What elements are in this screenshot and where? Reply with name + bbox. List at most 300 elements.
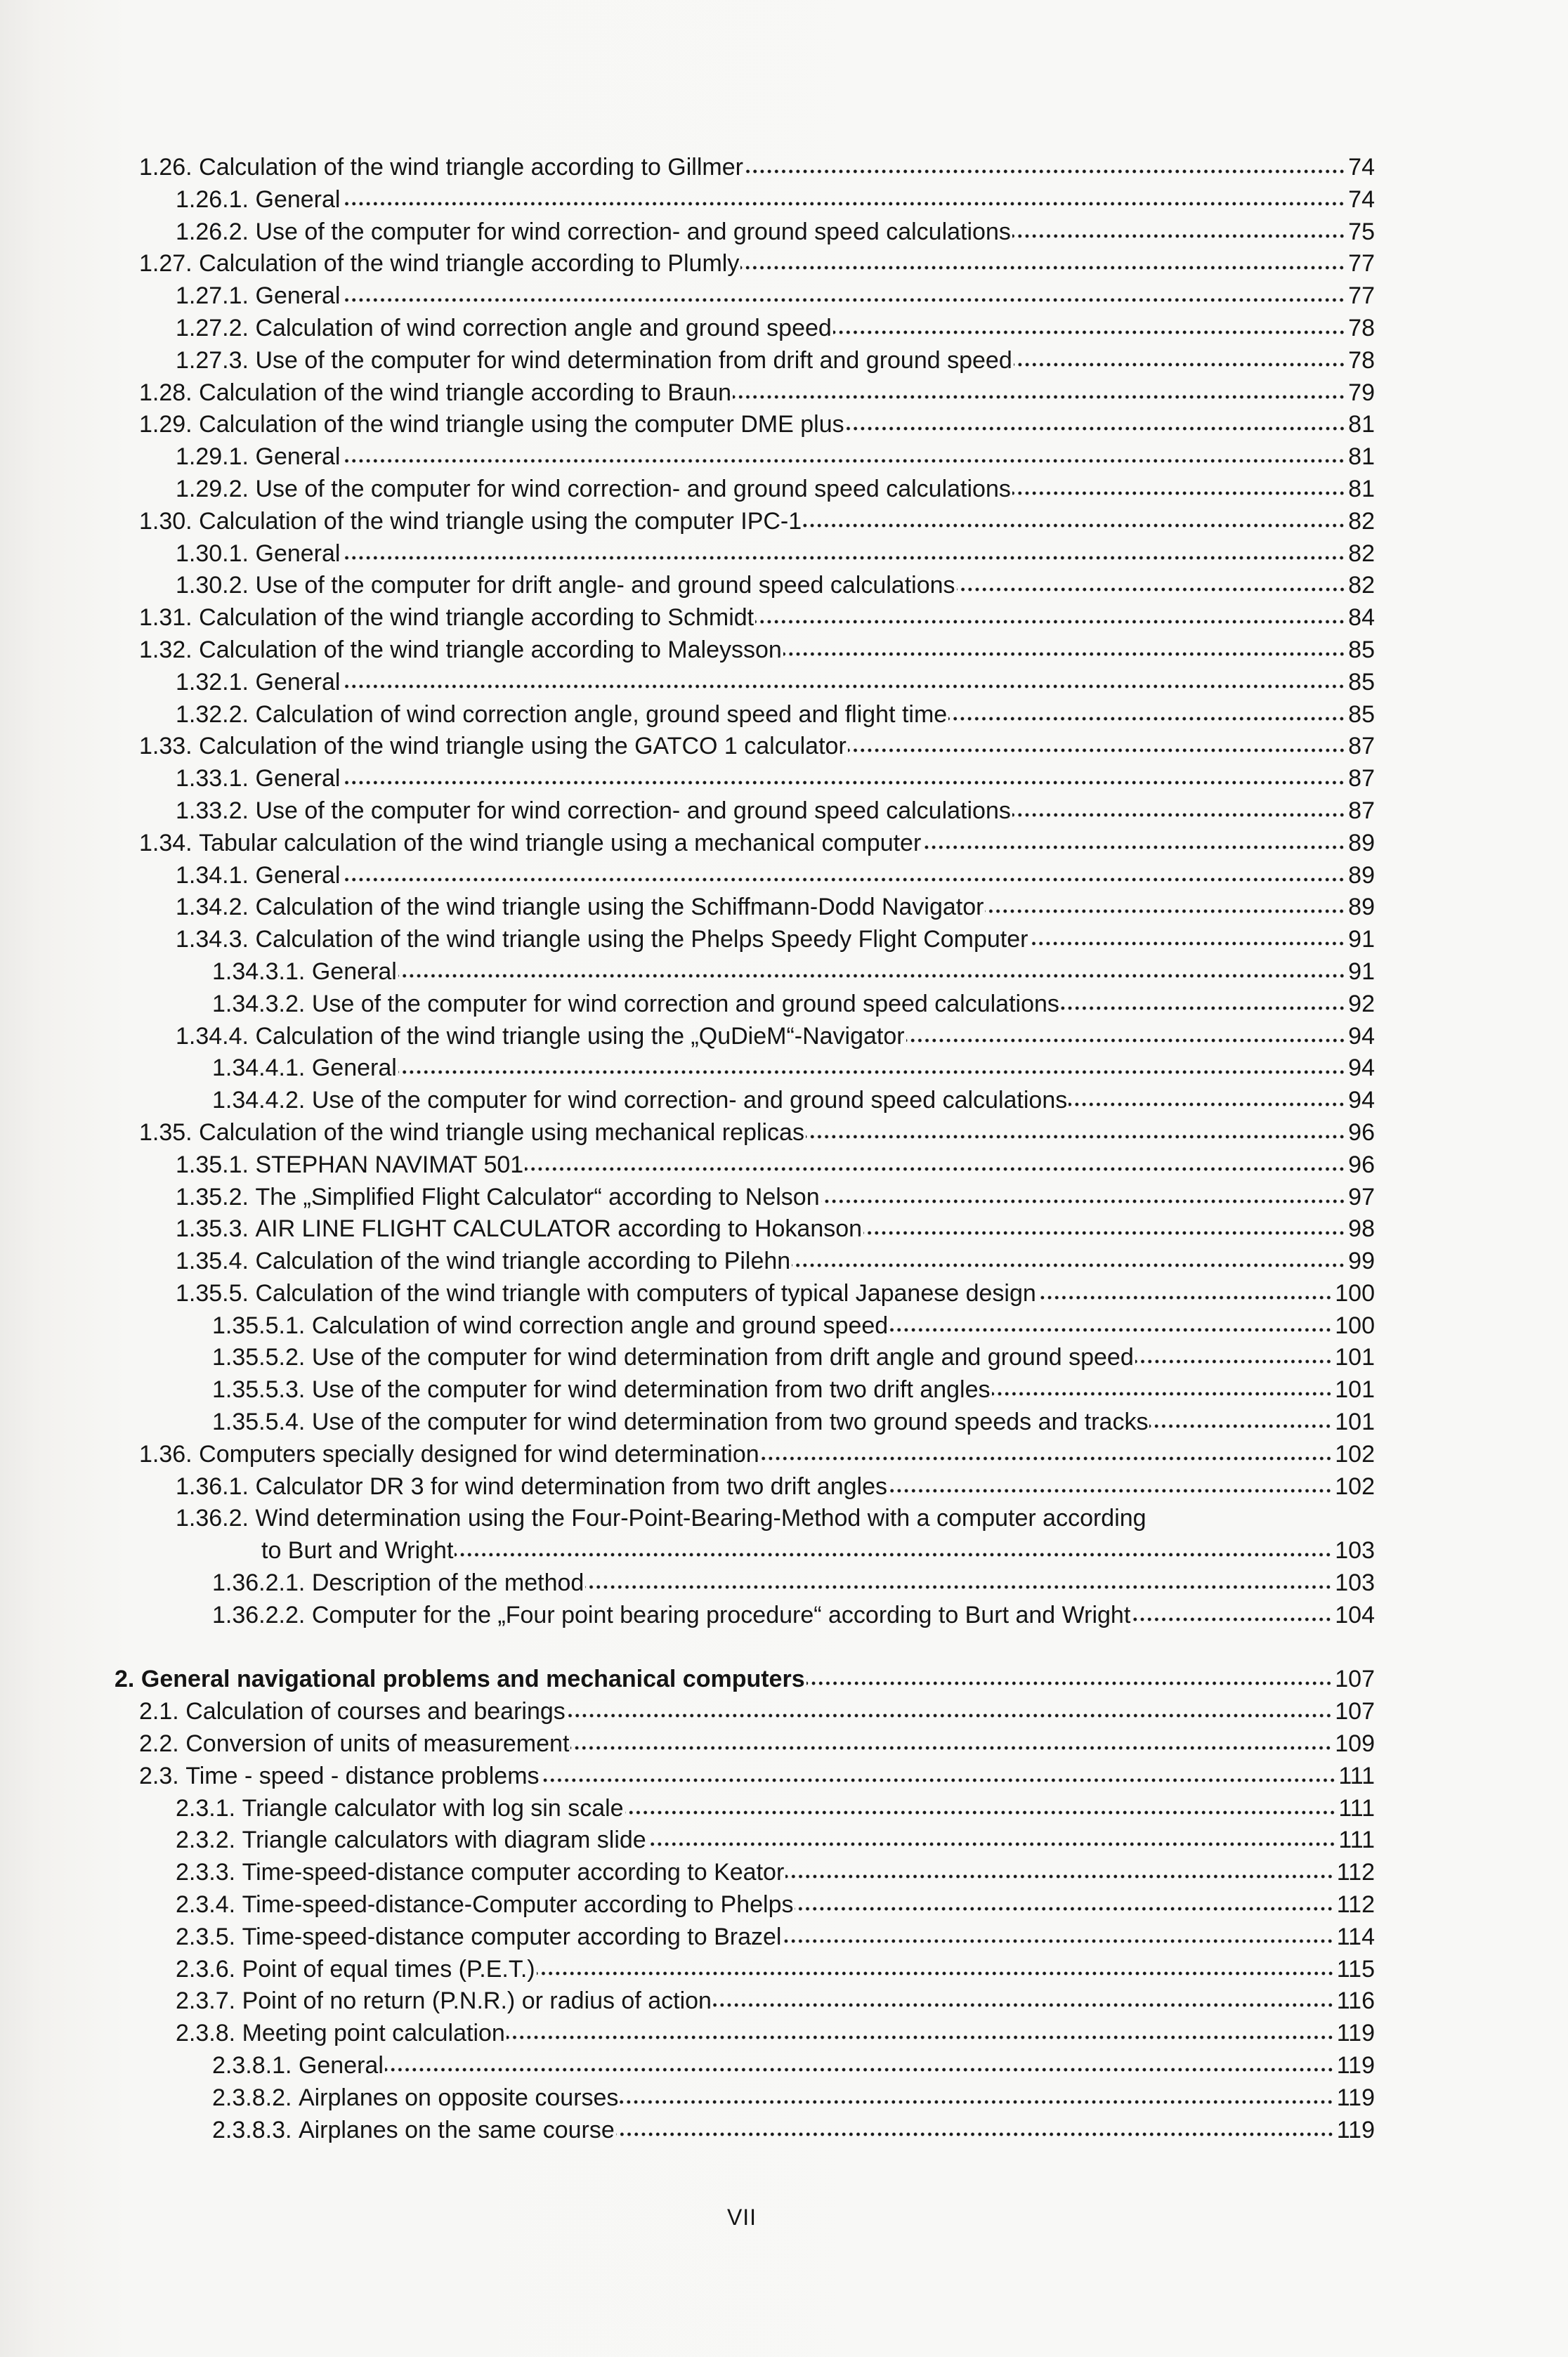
- toc-entry[interactable]: [0, 828, 1568, 860]
- section-number: 1.33.: [139, 733, 192, 760]
- section-title: Time-speed-distance computer according to Keator: [242, 1859, 785, 1886]
- dot-leader: [1014, 361, 1345, 368]
- page-reference: 111: [1338, 1762, 1375, 1789]
- section-number: 1.34.3.2.: [212, 990, 306, 1017]
- toc-entry-row: [176, 280, 1375, 313]
- page-reference: 101: [1335, 1376, 1375, 1404]
- toc-entry[interactable]: [0, 474, 1568, 506]
- page-reference: 89: [1348, 894, 1375, 921]
- toc-entry-row: [176, 216, 1375, 249]
- section-title: Calculation of the wind triangle according to Pilehn: [255, 1248, 791, 1275]
- section-number: 1.29.: [139, 411, 192, 438]
- section-title: Use of the computer for wind correction- and ground speed calculations: [311, 1087, 1068, 1114]
- toc-entry-row: [176, 538, 1375, 570]
- section-title: Meeting point calculation: [242, 2020, 505, 2047]
- toc-entry[interactable]: [0, 280, 1568, 313]
- toc-entry-row: [212, 956, 1375, 988]
- toc-entry[interactable]: [0, 1342, 1568, 1374]
- section-title: Time - speed - distance problems: [185, 1762, 540, 1789]
- section-number: 1.27.3.: [176, 346, 249, 374]
- section-number: 1.35.5.1.: [212, 1312, 306, 1339]
- section-title: Calculation of the wind triangle with computers of typical Japanese design: [255, 1279, 1036, 1307]
- toc-entry[interactable]: [0, 1052, 1568, 1085]
- toc-entry[interactable]: [0, 1406, 1568, 1439]
- dot-leader: [1012, 811, 1345, 818]
- section-title: Wind determination using the Four-Point-Bearing-Method with a computer according: [255, 1505, 1146, 1532]
- page-reference: 107: [1335, 1666, 1375, 1693]
- dot-leader: [1012, 490, 1345, 497]
- dot-leader: [806, 1133, 1345, 1140]
- dot-leader: [507, 2034, 1334, 2041]
- section-title: AIR LINE FLIGHT CALCULATOR according to Hokanson: [255, 1215, 863, 1243]
- toc-entry[interactable]: [0, 1824, 1568, 1857]
- dot-leader: [341, 200, 1345, 207]
- section-number: 1.34.: [139, 829, 192, 856]
- section-number: 1.26.2.: [176, 218, 249, 245]
- section-number: 1.29.2.: [176, 475, 249, 502]
- toc-entry-row: [115, 1664, 1375, 1696]
- page-reference: 100: [1335, 1279, 1375, 1307]
- toc-entry[interactable]: [0, 1889, 1568, 1921]
- page-reference: 119: [1336, 2020, 1375, 2047]
- page-reference: 79: [1348, 379, 1375, 406]
- toc-entry[interactable]: [0, 1664, 1568, 1696]
- section-title: STEPHAN NAVIMAT 501: [255, 1151, 524, 1178]
- toc-entry-row: [139, 152, 1375, 184]
- toc-entry-row: [176, 1278, 1375, 1310]
- dot-leader: [848, 747, 1345, 754]
- toc-entry-row: [176, 1954, 1375, 1986]
- section-title: Calculation of courses and bearings: [185, 1698, 566, 1725]
- page-reference: 87: [1348, 765, 1375, 792]
- page-reference: 102: [1335, 1473, 1375, 1500]
- section-title: Time-speed-distance computer according to Brazel: [242, 1923, 782, 1950]
- dot-leader: [455, 1551, 1332, 1558]
- page-reference: 82: [1348, 507, 1375, 535]
- section-title: Calculation of the wind triangle according to Gillmer: [199, 154, 743, 181]
- page-reference: 92: [1348, 990, 1375, 1017]
- toc-entry-row: [212, 1052, 1375, 1085]
- page-number: VII: [726, 2205, 757, 2230]
- toc-entry-row: [176, 1149, 1375, 1182]
- toc-entry-row: [176, 1503, 1375, 1535]
- page-reference: 94: [1348, 1022, 1375, 1050]
- section-number: 1.35.5.2.: [212, 1344, 306, 1371]
- section-number: 2.1.: [139, 1698, 179, 1725]
- section-number: 2.3.8.: [176, 2020, 236, 2047]
- section-title: Time-speed-distance-Computer according to Phelps: [242, 1891, 794, 1919]
- toc-entry-row: [176, 1985, 1375, 2018]
- toc-entry[interactable]: [0, 2050, 1568, 2082]
- section-title: Calculation of the wind triangle according to Schmidt: [199, 604, 754, 632]
- dot-leader: [625, 1809, 1336, 1816]
- toc-entry-row: [139, 634, 1375, 667]
- dot-leader: [833, 329, 1345, 336]
- dot-leader: [755, 618, 1345, 625]
- section-title: Calculation of the wind triangle using the Schiffmann-Dodd Navigator: [255, 894, 984, 921]
- toc-entry-row: [176, 1793, 1375, 1825]
- section-title: Airplanes on opposite courses: [298, 2084, 619, 2111]
- page-reference: 81: [1348, 443, 1375, 471]
- page-reference: 99: [1348, 1248, 1375, 1275]
- toc-entry[interactable]: [0, 795, 1568, 828]
- dot-leader: [620, 2098, 1333, 2105]
- page-reference: 112: [1336, 1891, 1375, 1919]
- page-reference: 119: [1336, 2116, 1375, 2143]
- dot-leader: [948, 715, 1345, 722]
- section-number: 2.3.8.3.: [212, 2116, 292, 2143]
- dot-leader: [957, 586, 1346, 593]
- toc-entry[interactable]: [0, 1182, 1568, 1214]
- toc-entry[interactable]: [0, 1213, 1568, 1246]
- toc-entry-row: [176, 699, 1375, 731]
- dot-leader: [341, 876, 1345, 883]
- toc-entry[interactable]: [0, 860, 1568, 892]
- toc-entry-row: [176, 184, 1375, 216]
- dot-leader: [537, 1970, 1334, 1977]
- toc-entry[interactable]: [0, 184, 1568, 216]
- section-number: 1.34.3.1.: [212, 958, 306, 985]
- toc-entry[interactable]: [0, 1471, 1568, 1503]
- toc-entry[interactable]: [0, 1021, 1568, 1053]
- section-title: General: [311, 958, 397, 985]
- section-title: Triangle calculators with diagram slide: [242, 1827, 646, 1854]
- toc-entry-row: [176, 1213, 1375, 1246]
- section-title: General: [255, 540, 341, 567]
- dot-leader: [616, 2131, 1334, 2138]
- page-reference: 102: [1335, 1440, 1375, 1468]
- page-reference: 101: [1335, 1344, 1375, 1371]
- section-number: 1.35.5.3.: [212, 1376, 306, 1404]
- table-of-contents: [0, 152, 1568, 2146]
- section-title: Use of the computer for wind determination from two drift angles: [311, 1376, 991, 1404]
- page-reference: 85: [1348, 700, 1375, 728]
- page-reference: 82: [1348, 572, 1375, 599]
- section-title: Use of the computer for wind correction- and ground speed calculations: [255, 218, 1011, 245]
- toc-entry-row: [176, 1889, 1375, 1921]
- toc-entry[interactable]: [0, 956, 1568, 988]
- section-title: Use of the computer for drift angle- and ground speed calculations: [255, 572, 955, 599]
- section-number: 1.35.4.: [176, 1248, 249, 1275]
- toc-entry[interactable]: [0, 731, 1568, 763]
- section-title: Calculation of the wind triangle using the computer IPC-1: [199, 507, 802, 535]
- toc-entry-row: [176, 2018, 1375, 2050]
- toc-entry[interactable]: [0, 1310, 1568, 1343]
- page-reference: 87: [1348, 733, 1375, 760]
- toc-entry[interactable]: [0, 892, 1568, 924]
- section-number: 1.35.: [139, 1118, 192, 1146]
- page-reference: 87: [1348, 797, 1375, 824]
- section-title: Calculator DR 3 for wind determination from two drift angles: [255, 1473, 887, 1500]
- section-number: 1.35.5.4.: [212, 1409, 306, 1436]
- toc-entry[interactable]: [0, 1278, 1568, 1310]
- section-number: 1.36.1.: [176, 1473, 249, 1500]
- toc-entry-row: [176, 1857, 1375, 1889]
- dot-leader: [889, 1487, 1332, 1494]
- dot-leader: [922, 844, 1345, 851]
- toc-entry-row: [212, 2050, 1375, 2082]
- toc-entry-row: [139, 248, 1375, 280]
- section-number: 1.35.2.: [176, 1183, 249, 1210]
- section-number: 2.3.6.: [176, 1955, 236, 1983]
- section-title: The „Simplified Flight Calculator“ according to Nelson: [255, 1183, 820, 1210]
- toc-entry-row: [139, 1696, 1375, 1728]
- toc-entry-row: [139, 409, 1375, 441]
- dot-leader: [341, 554, 1345, 561]
- page-reference: 112: [1336, 1859, 1375, 1886]
- toc-entry[interactable]: [0, 538, 1568, 570]
- toc-entry-row: [212, 2082, 1375, 2115]
- toc-entry[interactable]: [0, 1374, 1568, 1406]
- dot-leader: [341, 779, 1345, 786]
- section-number: 1.34.1.: [176, 861, 249, 889]
- section-title: Use of the computer for wind correction- and ground speed calculations: [255, 797, 1011, 824]
- toc-entry-row: [176, 570, 1375, 602]
- section-number: 1.28.: [139, 379, 192, 406]
- section-title: Use of the computer for wind correction and ground speed calculations: [311, 990, 1059, 1017]
- dot-leader: [341, 683, 1345, 690]
- toc-entry-row: [261, 1535, 1375, 1567]
- section-number: 2.3.: [139, 1762, 179, 1789]
- toc-entry[interactable]: [0, 924, 1568, 956]
- toc-entry-row: [212, 1310, 1375, 1343]
- toc-entry-row: [176, 1824, 1375, 1857]
- toc-entry-row: [139, 731, 1375, 763]
- page-reference: 85: [1348, 636, 1375, 663]
- section-title: Use of the computer for wind correction- and ground speed calculations: [255, 475, 1011, 502]
- dot-leader: [1012, 233, 1345, 240]
- toc-entry-row: [176, 860, 1375, 892]
- toc-entry-row: [139, 1117, 1375, 1149]
- page-reference: 96: [1348, 1151, 1375, 1178]
- section-number: 2.3.2.: [176, 1827, 236, 1854]
- section-title: Point of no return (P.N.R.) or radius of action: [242, 1987, 712, 2015]
- section-title: Description of the method: [311, 1569, 584, 1597]
- section-number: 2.3.5.: [176, 1923, 236, 1950]
- section-number: 1.34.4.: [176, 1022, 249, 1050]
- toc-entry[interactable]: [0, 763, 1568, 795]
- toc-entry-row: [212, 2115, 1375, 2147]
- toc-entry[interactable]: [0, 345, 1568, 377]
- section-title: General: [255, 443, 341, 471]
- page-reference: 85: [1348, 668, 1375, 696]
- section-title: General: [298, 2052, 384, 2079]
- toc-entry[interactable]: [0, 409, 1568, 441]
- page-reference: 91: [1348, 958, 1375, 985]
- toc-entry[interactable]: [0, 1085, 1568, 1117]
- section-number: 1.34.4.2.: [212, 1087, 306, 1114]
- toc-entry-row: [176, 345, 1375, 377]
- page-reference: 89: [1348, 861, 1375, 889]
- section-number: 1.30.: [139, 507, 192, 535]
- toc-entry[interactable]: [0, 2082, 1568, 2115]
- page-reference: 100: [1335, 1312, 1375, 1339]
- dot-leader: [1029, 940, 1345, 947]
- toc-entry[interactable]: [0, 1149, 1568, 1182]
- dot-leader: [341, 457, 1345, 464]
- page-reference: 89: [1348, 829, 1375, 856]
- section-title: General: [255, 765, 341, 792]
- section-title: Calculation of the wind triangle using the computer DME plus: [199, 411, 844, 438]
- dot-leader: [733, 393, 1345, 400]
- page-reference: 115: [1336, 1955, 1375, 1983]
- toc-entry-row: [212, 1600, 1375, 1632]
- toc-entry[interactable]: [0, 1728, 1568, 1761]
- toc-entry[interactable]: [0, 1503, 1568, 1535]
- dot-leader: [648, 1841, 1336, 1848]
- toc-entry[interactable]: [0, 377, 1568, 410]
- section-title: Calculation of the wind triangle according to Maleysson: [199, 636, 782, 663]
- section-title: Calculation of wind correction angle and ground speed: [255, 314, 832, 341]
- page-reference: 98: [1348, 1215, 1375, 1243]
- toc-entry[interactable]: [0, 1985, 1568, 2018]
- section-title: General: [311, 1055, 397, 1082]
- toc-entry[interactable]: [0, 152, 1568, 184]
- section-title: General: [255, 861, 341, 889]
- dot-leader: [806, 1680, 1333, 1687]
- section-title: Calculation of wind correction angle and ground speed: [311, 1312, 889, 1339]
- toc-entry-row: [176, 667, 1375, 699]
- dot-leader: [785, 1873, 1334, 1880]
- toc-entry-row: [212, 1406, 1375, 1439]
- toc-entry-row: [139, 1761, 1375, 1793]
- toc-entry[interactable]: [0, 1857, 1568, 1889]
- section-number: 2.3.7.: [176, 1987, 236, 2015]
- section-title: General navigational problems and mechanical computers: [141, 1666, 805, 1693]
- page-reference: 91: [1348, 926, 1375, 953]
- toc-entry[interactable]: [0, 248, 1568, 280]
- toc-entry[interactable]: [0, 1761, 1568, 1793]
- page-reference: 111: [1338, 1827, 1375, 1854]
- toc-entry-row: [176, 313, 1375, 345]
- page-reference: 116: [1336, 1987, 1375, 2015]
- toc-entry[interactable]: [0, 667, 1568, 699]
- section-title: General: [255, 185, 341, 213]
- section-title: Calculation of the wind triangle according to Braun: [199, 379, 732, 406]
- section-number: 1.26.1.: [176, 185, 249, 213]
- toc-entry[interactable]: [0, 441, 1568, 474]
- section-number: 1.34.3.: [176, 926, 249, 953]
- section-number: 2.3.4.: [176, 1891, 236, 1919]
- toc-entry-row: [139, 377, 1375, 410]
- section-number: 1.30.1.: [176, 540, 249, 567]
- page-reference: 77: [1348, 282, 1375, 310]
- toc-entry[interactable]: [0, 2115, 1568, 2147]
- toc-entry[interactable]: [0, 1567, 1568, 1600]
- section-title: General: [255, 282, 341, 310]
- dot-leader: [795, 1905, 1333, 1912]
- toc-entry-row: [176, 474, 1375, 506]
- toc-entry-row: [176, 924, 1375, 956]
- dot-leader: [341, 296, 1345, 303]
- page-reference: 94: [1348, 1055, 1375, 1082]
- section-number: 1.30.2.: [176, 572, 249, 599]
- dot-leader: [1135, 1358, 1333, 1365]
- section-number: 2.3.3.: [176, 1859, 236, 1886]
- section-number: 1.34.4.1.: [212, 1055, 306, 1082]
- toc-entry[interactable]: [0, 1439, 1568, 1471]
- section-title: Point of equal times (P.E.T.): [242, 1955, 535, 1983]
- toc-entry[interactable]: [0, 2018, 1568, 2050]
- toc-entry[interactable]: [0, 570, 1568, 602]
- toc-entry[interactable]: [0, 1954, 1568, 1986]
- section-title: Calculation of wind correction angle, ground speed and flight time: [255, 700, 948, 728]
- toc-entry[interactable]: [0, 1793, 1568, 1825]
- toc-entry[interactable]: [0, 1600, 1568, 1632]
- toc-entry-row: [212, 1374, 1375, 1406]
- toc-entry-row: [139, 602, 1375, 634]
- section-title: Calculation of the wind triangle using the „QuDieM“-Navigator: [255, 1022, 905, 1050]
- section-number: 1.36.: [139, 1440, 192, 1468]
- toc-entry-row: [139, 506, 1375, 538]
- toc-entry-row: [212, 1085, 1375, 1117]
- section-number: 1.33.2.: [176, 797, 249, 824]
- toc-entry[interactable]: [0, 602, 1568, 634]
- section-number: 1.27.2.: [176, 314, 249, 341]
- toc-entry-row: [212, 1342, 1375, 1374]
- dot-leader: [992, 1390, 1333, 1397]
- section-title: Calculation of the wind triangle using mechanical replicas: [199, 1118, 804, 1146]
- toc-entry-row: [139, 1728, 1375, 1761]
- dot-leader: [783, 1938, 1333, 1945]
- toc-entry[interactable]: [0, 1117, 1568, 1149]
- page-reference: 74: [1348, 185, 1375, 213]
- dot-leader: [541, 1777, 1336, 1784]
- dot-leader: [863, 1229, 1345, 1236]
- page-reference: 77: [1348, 250, 1375, 278]
- toc-entry-continuation[interactable]: [0, 1535, 1568, 1567]
- toc-entry[interactable]: [0, 699, 1568, 731]
- toc-entry-row: [212, 1567, 1375, 1600]
- section-number: 1.32.: [139, 636, 192, 663]
- section-title: Use of the computer for wind determination from two ground speeds and tracks: [311, 1409, 1149, 1436]
- dot-leader: [713, 2002, 1334, 2009]
- page-reference: 114: [1336, 1923, 1375, 1950]
- toc-entry[interactable]: [0, 1696, 1568, 1728]
- toc-entry[interactable]: [0, 313, 1568, 345]
- page-reference: 96: [1348, 1118, 1375, 1146]
- section-number: 1.35.5.: [176, 1279, 249, 1307]
- section-title: General: [255, 668, 341, 696]
- toc-entry[interactable]: [0, 506, 1568, 538]
- dot-leader: [567, 1712, 1332, 1719]
- section-number: 1.33.1.: [176, 765, 249, 792]
- page-reference: 94: [1348, 1087, 1375, 1114]
- toc-entry[interactable]: [0, 634, 1568, 667]
- toc-entry[interactable]: [0, 988, 1568, 1021]
- page-reference: 104: [1335, 1601, 1375, 1628]
- section-title: Calculation of the wind triangle using the GATCO 1 calculator: [199, 733, 847, 760]
- toc-entry[interactable]: [0, 216, 1568, 249]
- toc-entry[interactable]: [0, 1246, 1568, 1278]
- page-reference: 107: [1335, 1698, 1375, 1725]
- dot-leader: [398, 1069, 1345, 1076]
- page-reference: 103: [1335, 1569, 1375, 1597]
- dot-leader: [1069, 1101, 1345, 1108]
- page-reference: 78: [1348, 346, 1375, 374]
- dot-leader: [1038, 1294, 1332, 1301]
- section-title: Computers specially designed for wind determination: [199, 1440, 759, 1468]
- section-number: 1.32.1.: [176, 668, 249, 696]
- toc-entry[interactable]: [0, 1921, 1568, 1954]
- page-reference: 78: [1348, 314, 1375, 341]
- dot-leader: [740, 264, 1345, 271]
- section-title: Triangle calculator with log sin scale: [242, 1794, 624, 1822]
- section-title: Conversion of units of measurement: [185, 1730, 570, 1758]
- section-number: 1.35.3.: [176, 1215, 249, 1243]
- page-reference: 84: [1348, 604, 1375, 632]
- section-number: 1.34.2.: [176, 894, 249, 921]
